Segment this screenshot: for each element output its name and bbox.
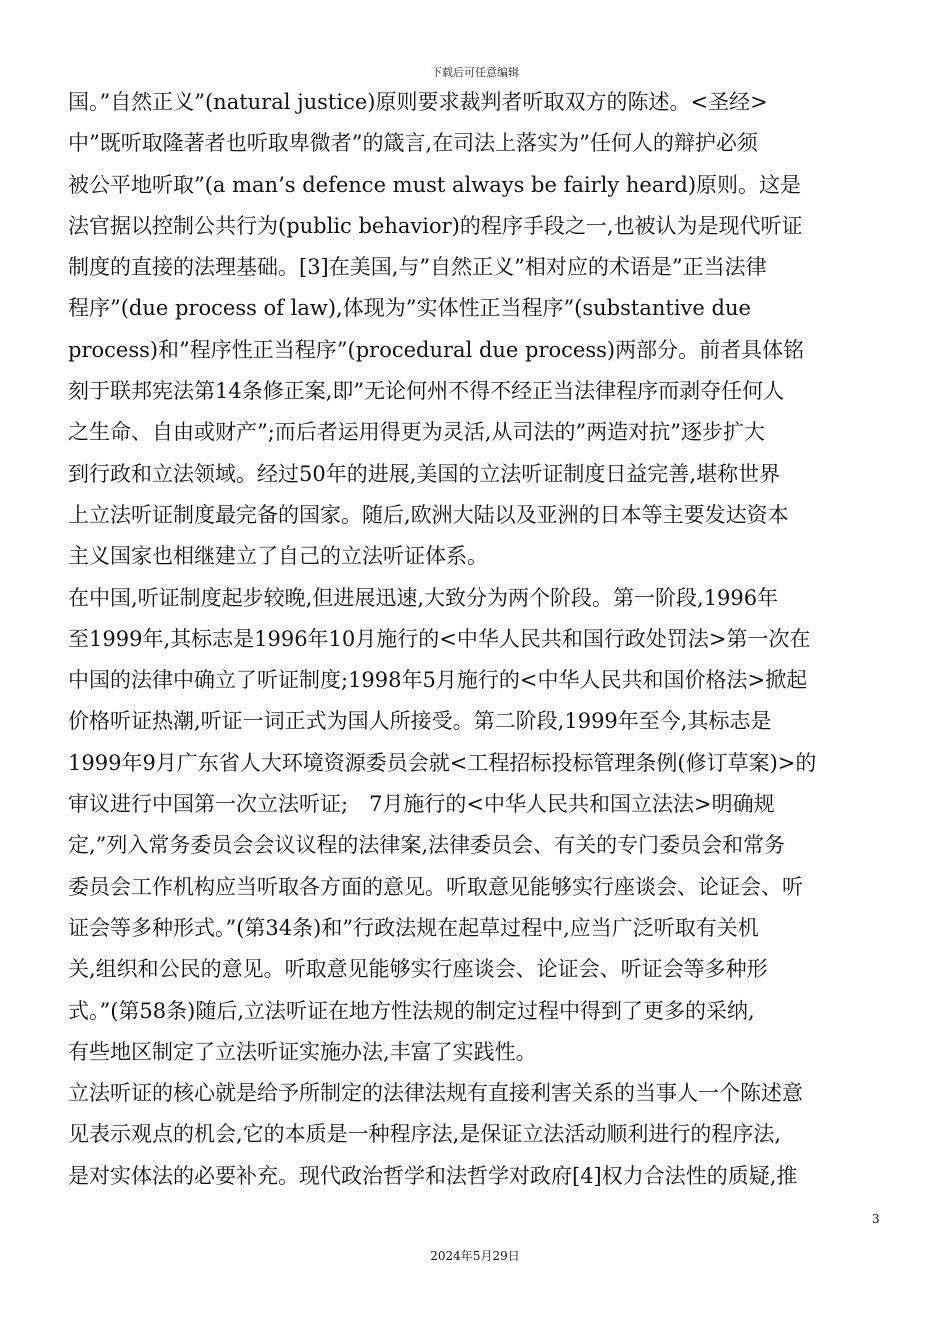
text-line: 被公平地听取”(a man’s defence must always be fairly heard)原则。这是 <box>68 172 802 197</box>
text-line: 刻于联邦宪法第14条修正案,即”无论何州不得不经正当法律程序而剥夺任何人 <box>68 379 785 404</box>
text-line: 立法听证的核心就是给予所制定的法律法规有直接利害关系的当事人一个陈述意 <box>68 1081 803 1106</box>
paragraph-1 <box>68 82 880 578</box>
text-line: 国。”自然正义”(natural justice)原则要求裁判者听取双方的陈述。<圣经> <box>68 90 768 114</box>
text-line: 到行政和立法领域。经过50年的进展,美国的立法听证制度日益完善,堪称世界 <box>68 461 781 486</box>
text-line: 证会等多种形式。”(第34条)和”行政法规在起草过程中,应当广泛听取有关机 <box>68 915 759 940</box>
text-line: 中”既听取隆著者也听取卑微者”的箴言,在司法上落实为”任何人的辩护必须 <box>68 131 758 156</box>
text-line: 程序”(due process of law),体现为”实体性正当程序”(substantive due <box>68 296 751 321</box>
text-line: 至1999年,其标志是1996年10月施行的<中华人民共和国行政处罚法>第一次在 <box>68 626 811 651</box>
text-line: 制度的直接的法理基础。[3]在美国,与”自然正义”相对应的术语是”正当法律 <box>68 255 767 280</box>
text-line: 上立法听证制度最完备的国家。随后,欧洲大陆以及亚洲的日本等主要发达资本 <box>68 502 789 527</box>
text-line: process)和”程序性正当程序”(procedural due process)两部分。前者具体铭 <box>68 337 805 362</box>
text-line: 在中国,听证制度起步较晚,但进展迅速,大致分为两个阶段。第一阶段,1996年 <box>68 585 779 610</box>
text-line: 之生命、自由或财产”;而后者运用得更为灵活,从司法的”两造对抗”逐步扩大 <box>68 420 765 445</box>
text-line: 审议进行中国第一次立法听证; 7月施行的<中华人民共和国立法法>明确规 <box>68 792 775 817</box>
text-line: 式。”(第58条)随后,立法听证在地方性法规的制定过程中得到了更多的采纳, <box>68 998 755 1023</box>
text-line: 主义国家也相继建立了自己的立法听证体系。 <box>68 544 488 569</box>
text-line: 价格听证热潮,听证一词正式为国人所接受。第二阶段,1999年至今,其标志是 <box>68 709 772 734</box>
paragraph-2 <box>68 578 880 1074</box>
text-line: 委员会工作机构应当听取各方面的意见。听取意见能够实行座谈会、论证会、听 <box>68 874 803 899</box>
text-line: 是对实体法的必要补充。现代政治哲学和法哲学对政府[4]权力合法性的质疑,推 <box>68 1163 798 1188</box>
text-line: 关,组织和公民的意见。听取意见能够实行座谈会、论证会、听证会等多种形 <box>68 957 768 982</box>
text-line: 定,”列入常务委员会会议议程的法律案,法律委员会、有关的专门委员会和常务 <box>68 833 786 858</box>
text-line: 中国的法律中确立了听证制度;1998年5月施行的<中华人民共和国价格法>掀起 <box>68 668 808 693</box>
text-line: 有些地区制定了立法听证实施办法,丰富了实践性。 <box>68 1039 537 1064</box>
text-line: 见表示观点的机会,它的本质是一种程序法,是保证立法活动顺利进行的程序法, <box>68 1122 782 1147</box>
page-footer-date: 2024年5月29日 <box>430 1249 520 1263</box>
page-header: 下载后可任意编辑 <box>431 66 519 79</box>
page-number: 3 <box>872 1212 880 1226</box>
text-line: 1999年9月广东省人大环境资源委员会就<工程招标投标管理条例(修订草案)>的 <box>68 750 817 775</box>
paragraph-3 <box>68 1073 880 1197</box>
document-body <box>68 82 880 1197</box>
text-line: 法官据以控制公共行为(public behavior)的程序手段之一,也被认为是现代听证 <box>68 213 803 238</box>
